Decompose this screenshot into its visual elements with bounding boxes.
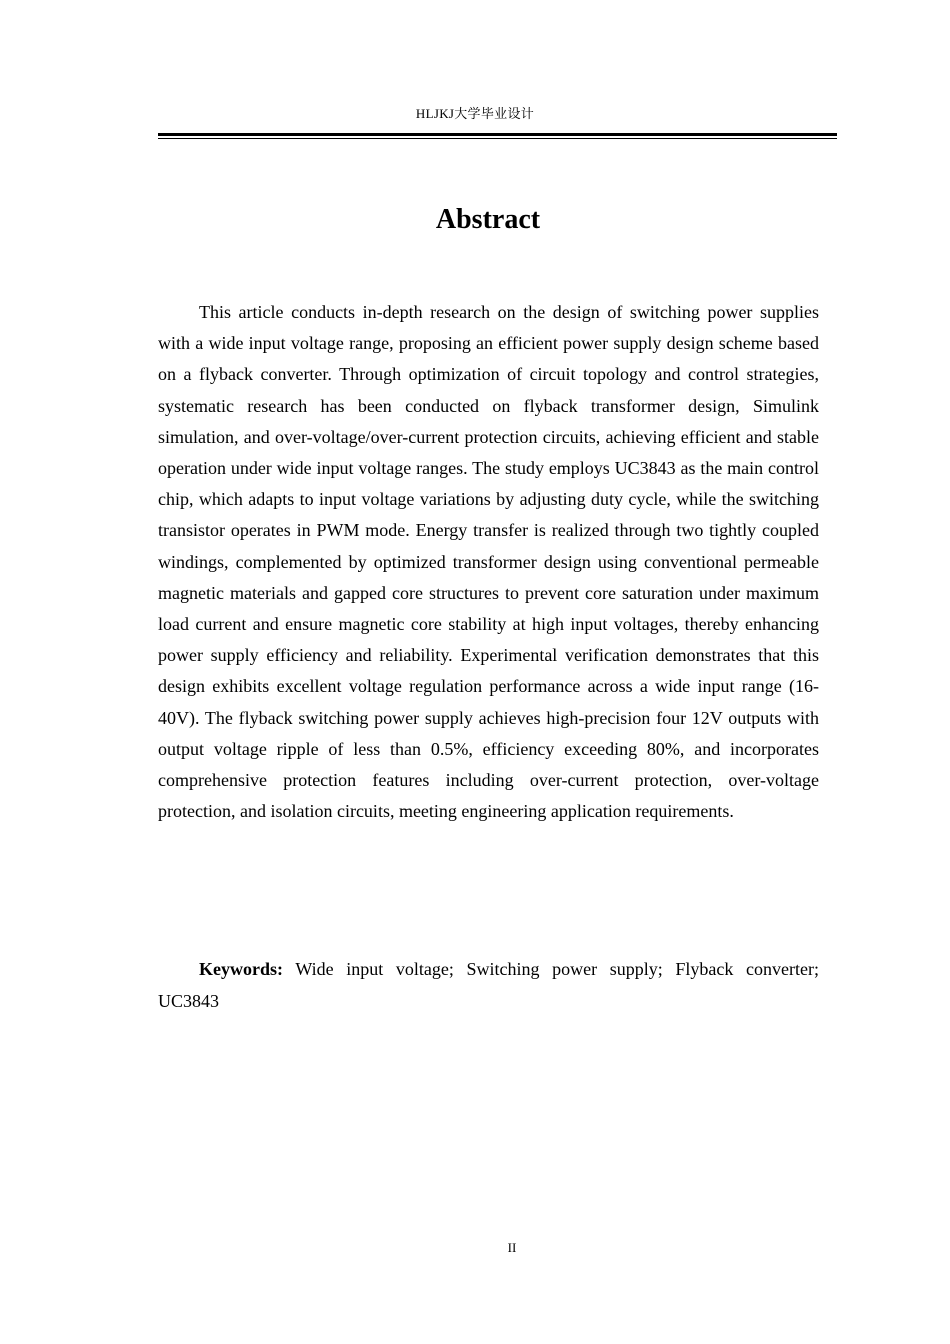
keywords-paragraph [158,953,819,1017]
abstract-title: Abstract [435,204,541,235]
keywords-label: Keywords: [199,959,283,979]
header-rule-thick [158,133,837,136]
header-rule-thin [158,138,837,139]
keywords-text: Wide input voltage; Switching power supply; Flyback converter; UC3843 [158,959,819,1011]
page-number: II [507,1240,517,1255]
running-header: HLJKJ大学毕业设计 [415,106,535,121]
abstract-body: This article conducts in-depth research on the design of switching power supplies with a wide input voltage range, proposing an efficient power supply design scheme based on a flyback converter. Through optimization of circuit topology and control strategies, systematic research has been conducted on flyback transformer design, Simulink simulation, and over-voltage/over-current protection circuits, achieving efficient and stable operation under wide input voltage ranges. The study employs UC3843 as the main control chip, which adapts to input voltage variations by adjusting duty cycle, while the switching transistor operates in PWM mode. Energy transfer is realized through two tightly coupled windings, complemented by optimized transformer design using conventional permeable magnetic materials and gapped core structures to prevent core saturation under maximum load current and ensure magnetic core stability at high input voltages, thereby enhancing power supply efficiency and reliability. Experimental verification demonstrates that this design exhibits excellent voltage regulation performance across a wide input range (16-40V). The flyback switching power supply achieves high-precision four 12V outputs with output voltage ripple of less than 0.5%, efficiency exceeding 80%, and incorporates comprehensive protection features including over-current protection, over-voltage protection, and isolation circuits, meeting engineering application requirements. [158,302,819,822]
